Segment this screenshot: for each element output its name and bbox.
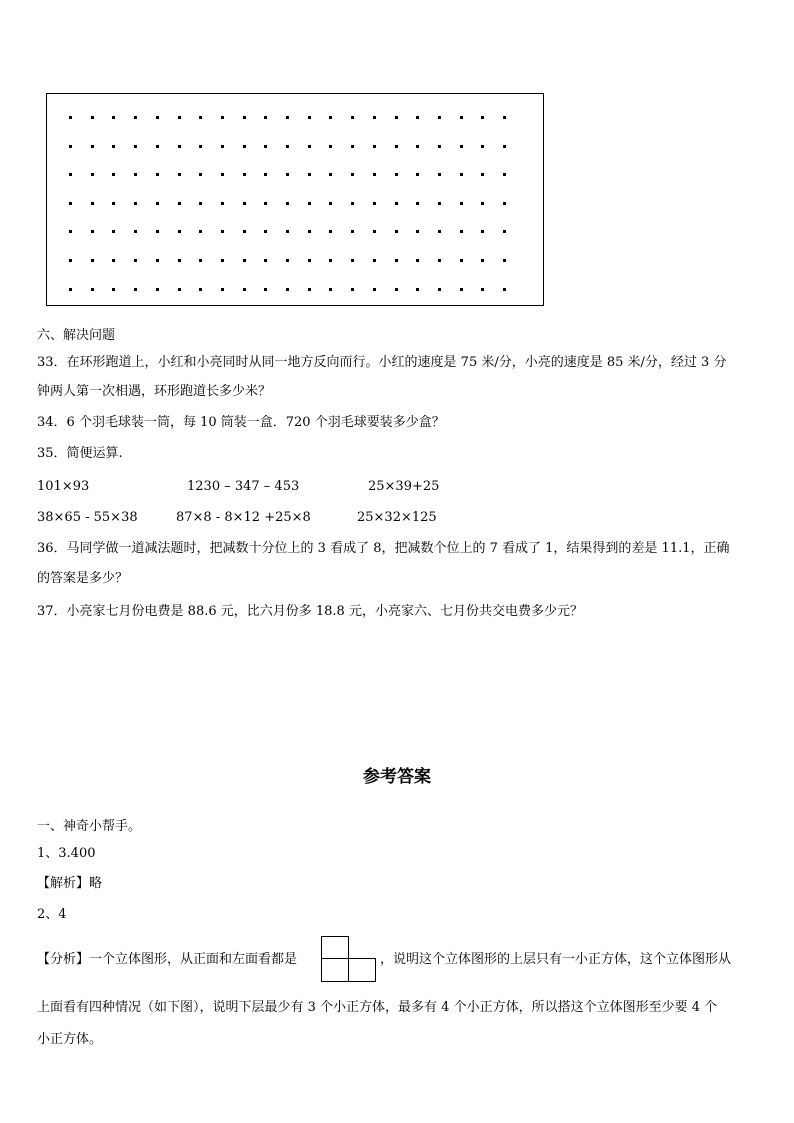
grid-dot <box>373 145 376 148</box>
grid-dot <box>416 230 419 233</box>
grid-dot <box>395 145 398 148</box>
grid-dot <box>460 230 463 233</box>
grid-dot <box>134 230 137 233</box>
grid-dot <box>351 288 354 291</box>
grid-dot <box>286 116 289 119</box>
grid-dot <box>460 116 463 119</box>
grid-dot <box>503 202 506 205</box>
answer-q2-analysis-a: 【分析】一个立体图形，从正面和左面看都是 <box>37 952 298 967</box>
grid-dot <box>221 173 224 176</box>
grid-dot <box>178 202 181 205</box>
grid-dot <box>264 230 267 233</box>
grid-dot <box>351 202 354 205</box>
answer-section-1: 一、神奇小帮手。 <box>37 819 142 834</box>
grid-dot <box>416 202 419 205</box>
grid-dot <box>308 116 311 119</box>
grid-dot <box>243 288 246 291</box>
grid-dot <box>373 116 376 119</box>
answer-q1: 1、3.400 <box>37 846 96 861</box>
answer-q2-analysis-line2: 上面看有四种情况（如下图），说明下层最少有 3 个小正方体，最多有 4 个小正方体，所以搭这个立体图形至少要 4 个 <box>37 1000 718 1015</box>
grid-dot <box>438 259 441 262</box>
grid-dot <box>460 202 463 205</box>
grid-dot <box>286 288 289 291</box>
grid-dot <box>69 173 72 176</box>
grid-dot <box>460 288 463 291</box>
grid-dot <box>395 259 398 262</box>
grid-dot <box>69 116 72 119</box>
grid-dot <box>503 145 506 148</box>
grid-dot <box>91 116 94 119</box>
grid-dot <box>221 230 224 233</box>
grid-dot <box>286 145 289 148</box>
grid-dot <box>329 173 332 176</box>
grid-dot <box>395 202 398 205</box>
grid-dot <box>329 230 332 233</box>
cube-view-figure <box>321 936 377 982</box>
grid-dot <box>395 288 398 291</box>
grid-dot <box>286 259 289 262</box>
grid-dot <box>460 145 463 148</box>
grid-dot <box>69 259 72 262</box>
problem-35: 35．简便运算. <box>37 446 123 461</box>
grid-dot <box>178 173 181 176</box>
grid-dot <box>69 145 72 148</box>
grid-dot <box>308 145 311 148</box>
problem-33-line2: 钟两人第一次相遇，环形跑道长多少米？ <box>37 384 272 399</box>
grid-dot <box>264 288 267 291</box>
grid-dot <box>264 259 267 262</box>
problem-36-line2: 的答案是多少？ <box>37 571 129 586</box>
grid-dot <box>373 230 376 233</box>
grid-dot <box>178 116 181 119</box>
grid-dot <box>286 230 289 233</box>
grid-dot <box>199 116 202 119</box>
grid-dot <box>156 173 159 176</box>
grid-dot <box>156 202 159 205</box>
grid-dot <box>134 288 137 291</box>
grid-dot <box>351 173 354 176</box>
grid-dot <box>416 288 419 291</box>
problem-37: 37．小亮家七月份电费是 88.6 元，比六月份多 18.8 元，小亮家六、七月份共交电费多少元？ <box>37 604 583 619</box>
grid-dot <box>178 230 181 233</box>
section-heading: 六、解决问题 <box>37 328 116 343</box>
calc-item: 25×32×125 <box>357 510 437 525</box>
problem-34: 34．6 个羽毛球装一筒，每 10 筒装一盒．720 个羽毛球要装多少盒？ <box>37 415 445 430</box>
grid-dot <box>221 259 224 262</box>
grid-dot <box>351 259 354 262</box>
grid-dot <box>329 202 332 205</box>
grid-dot <box>243 202 246 205</box>
answer-q1-analysis: 【解析】略 <box>37 876 103 891</box>
grid-dot <box>156 116 159 119</box>
grid-dot <box>395 230 398 233</box>
grid-dot <box>199 173 202 176</box>
grid-dot <box>503 230 506 233</box>
calc-item: 38×65 - 55×38 <box>37 510 138 525</box>
grid-dot <box>286 173 289 176</box>
grid-dot <box>112 173 115 176</box>
grid-dot <box>438 202 441 205</box>
grid-dot <box>481 202 484 205</box>
answer-q2-analysis-b: ，说明这个立体图形的上层只有一小正方体，这个立体图形从 <box>380 952 732 967</box>
problem-36-line1: 36．马同学做一道减法题时，把减数十分位上的 3 看成了 8，把减数个位上的 7 看成了 1，结果得到的差是 11.1，正确 <box>37 541 730 556</box>
grid-dot <box>221 116 224 119</box>
grid-dot <box>329 145 332 148</box>
grid-dot <box>243 230 246 233</box>
grid-dot <box>481 288 484 291</box>
grid-dot <box>178 145 181 148</box>
grid-dot <box>91 202 94 205</box>
grid-dot <box>373 173 376 176</box>
grid-dot <box>308 230 311 233</box>
grid-dot <box>112 259 115 262</box>
grid-dot <box>503 288 506 291</box>
grid-dot <box>243 116 246 119</box>
grid-dot <box>416 116 419 119</box>
grid-dot <box>503 259 506 262</box>
grid-dot <box>308 202 311 205</box>
grid-dot <box>460 259 463 262</box>
grid-dot <box>351 116 354 119</box>
grid-dot <box>373 288 376 291</box>
grid-dot <box>308 173 311 176</box>
grid-dot <box>243 145 246 148</box>
grid-dot <box>199 288 202 291</box>
grid-dot <box>91 230 94 233</box>
grid-dot <box>199 259 202 262</box>
problem-33-line1: 33．在环形跑道上，小红和小亮同时从同一地方反向而行。小红的速度是 75 米/分，小亮的速度是 85 米/分，经过 3 分 <box>37 355 727 370</box>
grid-dot <box>416 259 419 262</box>
grid-dot <box>69 230 72 233</box>
grid-dot <box>438 116 441 119</box>
grid-dot <box>69 202 72 205</box>
grid-dot <box>264 145 267 148</box>
answer-title: 参考答案 <box>363 767 431 787</box>
grid-dot <box>199 230 202 233</box>
grid-dot <box>264 116 267 119</box>
grid-dot <box>156 259 159 262</box>
calc-item: 87×8 - 8×12 +25×8 <box>176 510 311 525</box>
calc-item: 1230 – 347 – 453 <box>187 479 300 494</box>
grid-dot <box>373 259 376 262</box>
grid-dot <box>503 116 506 119</box>
grid-dot <box>438 288 441 291</box>
grid-dot <box>112 288 115 291</box>
grid-dot <box>112 230 115 233</box>
grid-dot <box>481 230 484 233</box>
grid-dot <box>373 202 376 205</box>
grid-dot <box>178 288 181 291</box>
grid-dot <box>438 173 441 176</box>
grid-dot <box>481 145 484 148</box>
grid-dot <box>112 202 115 205</box>
grid-dot <box>329 116 332 119</box>
grid-dot <box>481 173 484 176</box>
answer-q2: 2、4 <box>37 907 67 922</box>
grid-dot <box>156 288 159 291</box>
grid-dot <box>134 259 137 262</box>
grid-dot <box>91 145 94 148</box>
grid-dot <box>91 259 94 262</box>
grid-dot <box>329 288 332 291</box>
grid-dot <box>243 173 246 176</box>
grid-dot <box>134 173 137 176</box>
grid-dot <box>199 202 202 205</box>
grid-dot <box>395 116 398 119</box>
answer-q2-analysis-line3: 小正方体。 <box>37 1032 103 1047</box>
grid-dot <box>503 173 506 176</box>
grid-dot <box>308 288 311 291</box>
grid-dot <box>69 288 72 291</box>
grid-dot <box>329 259 332 262</box>
grid-dot <box>134 145 137 148</box>
grid-dot <box>178 259 181 262</box>
calc-item: 25×39+25 <box>368 479 440 494</box>
grid-dot <box>221 145 224 148</box>
grid-dot <box>308 259 311 262</box>
grid-dot <box>351 145 354 148</box>
grid-dot <box>243 259 246 262</box>
grid-dot <box>264 202 267 205</box>
grid-dot <box>481 116 484 119</box>
grid-dot <box>416 145 419 148</box>
grid-dot <box>112 116 115 119</box>
grid-dot <box>221 288 224 291</box>
dot-grid-box <box>46 93 544 306</box>
grid-dot <box>460 173 463 176</box>
grid-dot <box>395 173 398 176</box>
grid-dot <box>91 173 94 176</box>
grid-dot <box>199 145 202 148</box>
grid-dot <box>156 230 159 233</box>
grid-dot <box>156 145 159 148</box>
grid-dot <box>221 202 224 205</box>
grid-dot <box>264 173 267 176</box>
grid-dot <box>286 202 289 205</box>
grid-dot <box>481 259 484 262</box>
grid-dot <box>438 145 441 148</box>
grid-dot <box>134 202 137 205</box>
grid-dot <box>351 230 354 233</box>
grid-dot <box>91 288 94 291</box>
calc-item: 101×93 <box>37 479 90 494</box>
grid-dot <box>416 173 419 176</box>
grid-dot <box>438 230 441 233</box>
grid-dot <box>134 116 137 119</box>
grid-dot <box>112 145 115 148</box>
